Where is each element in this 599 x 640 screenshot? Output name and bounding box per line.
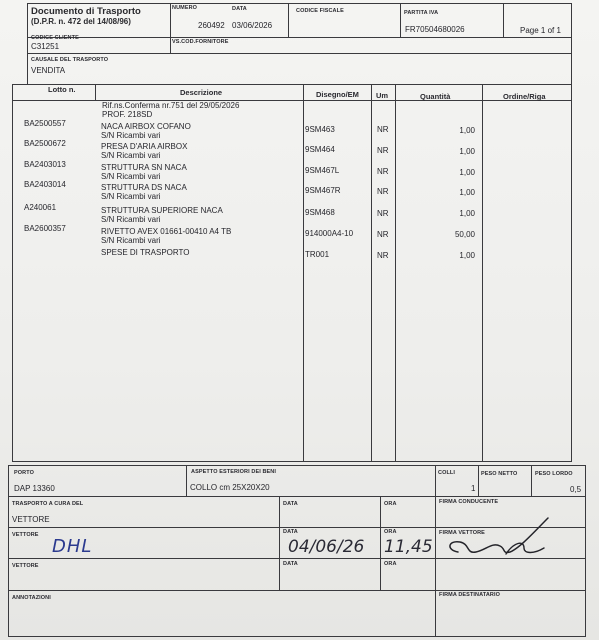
- handwritten-carrier: DHL: [52, 536, 93, 557]
- items-table: [12, 84, 572, 462]
- peso-lordo-label: PESO LORDO: [535, 471, 573, 477]
- page-title: Documento di Trasporto: [31, 6, 141, 17]
- description-cell: RIVETTO AVEX 01661-00410 A4 TB: [101, 227, 232, 236]
- description-sub-cell: S/N Ricambi vari: [101, 192, 161, 201]
- trasporto-label: TRASPORTO A CURA DEL: [12, 501, 84, 507]
- codice-cliente-value: C31251: [31, 42, 60, 51]
- disegno-cell: 9SM468: [305, 208, 335, 217]
- quantity-cell: 1,00: [459, 209, 475, 218]
- description-sub-cell: S/N Ricambi vari: [101, 131, 161, 140]
- causale-value: VENDITA: [31, 66, 66, 75]
- disegno-cell: 9SM463: [305, 125, 335, 134]
- numero-value: 260492: [198, 21, 225, 30]
- um-cell: NR: [377, 209, 389, 218]
- reference-line: PROF. 218SD: [102, 110, 153, 119]
- codice-fiscale-label: CODICE FISCALE: [296, 8, 344, 14]
- col-header-ordine: Ordine/Riga: [503, 92, 546, 101]
- partita-iva-label: PARTITA IVA: [404, 10, 439, 16]
- reference-line: Rif.ns.Conferma nr.751 del 29/05/2026: [102, 101, 240, 110]
- lotto-cell: BA2403013: [24, 160, 66, 169]
- vettore-label: VETTORE: [12, 532, 39, 538]
- handwritten-time: 11,45: [384, 537, 433, 557]
- aspetto-label: ASPETTO ESTERIORI DEI BENI: [191, 469, 277, 475]
- disegno-cell: 9SM467R: [305, 186, 341, 195]
- ora-label-2: ORA: [384, 529, 397, 535]
- um-cell: NR: [377, 251, 389, 260]
- disegno-cell: 9SM467L: [305, 166, 340, 175]
- porto-label: PORTO: [14, 470, 34, 476]
- col-header-quantita: Quantità: [420, 92, 451, 101]
- firma-destinatario-label: FIRMA DESTINATARIO: [439, 592, 500, 598]
- handwritten-date: 04/06/26: [288, 537, 365, 557]
- porto-value: DAP 13360: [14, 484, 55, 493]
- vettore-label-2: VETTORE: [12, 563, 39, 569]
- data-label-3: DATA: [283, 561, 298, 567]
- description-sub-cell: S/N Ricambi vari: [101, 215, 161, 224]
- disegno-cell: TR001: [305, 250, 330, 259]
- page-subtitle: (D.P.R. n. 472 del 14/08/96): [31, 17, 131, 26]
- description-cell: STRUTTURA SN NACA: [101, 163, 187, 172]
- quantity-cell: 1,00: [459, 126, 475, 135]
- colli-value: 1: [471, 484, 476, 493]
- peso-lordo-value: 0,5: [570, 485, 582, 494]
- quantity-cell: 1,00: [459, 147, 475, 156]
- page-number: Page 1 of 1: [520, 26, 561, 35]
- lotto-cell: BA2600357: [24, 224, 66, 233]
- um-cell: NR: [377, 187, 389, 196]
- quantity-cell: 50,00: [454, 230, 475, 239]
- data-label-2: DATA: [283, 529, 298, 535]
- peso-netto-label: PESO NETTO: [481, 471, 518, 477]
- firma-vettore-label: FIRMA VETTORE: [439, 530, 485, 536]
- um-cell: NR: [377, 125, 389, 134]
- col-header-descrizione: Descrizione: [180, 88, 223, 97]
- aspetto-value: COLLO cm 25X20X20: [190, 483, 270, 492]
- firma-conducente-label: FIRMA CONDUCENTE: [439, 499, 499, 505]
- ora-label-1: ORA: [384, 501, 397, 507]
- lotto-cell: A240061: [24, 203, 57, 212]
- um-cell: NR: [377, 230, 389, 239]
- data-label-1: DATA: [283, 501, 298, 507]
- data-value: 03/06/2026: [232, 21, 273, 30]
- um-cell: NR: [377, 146, 389, 155]
- partita-iva-value: FR70504680026: [405, 25, 465, 34]
- ora-label-3: ORA: [384, 561, 397, 567]
- col-header-lotto: Lotto n.: [48, 85, 76, 94]
- description-cell: NACA AIRBOX COFANO: [101, 122, 191, 131]
- description-sub-cell: S/N Ricambi vari: [101, 236, 161, 245]
- um-cell: NR: [377, 167, 389, 176]
- disegno-cell: 914000A4-10: [305, 229, 354, 238]
- carrier-signature: [440, 512, 560, 560]
- description-cell: SPESE DI TRASPORTO: [101, 248, 190, 257]
- description-cell: PRESA D'ARIA AIRBOX: [101, 142, 188, 151]
- quantity-cell: 1,00: [459, 168, 475, 177]
- description-sub-cell: S/N Ricambi vari: [101, 151, 161, 160]
- description-cell: STRUTTURA DS NACA: [101, 183, 187, 192]
- data-label: DATA: [232, 6, 247, 12]
- lotto-cell: BA2403014: [24, 180, 66, 189]
- colli-label: COLLI: [438, 470, 455, 476]
- description-cell: STRUTTURA SUPERIORE NACA: [101, 206, 223, 215]
- quantity-cell: 1,00: [459, 251, 475, 260]
- disegno-cell: 9SM464: [305, 145, 335, 154]
- trasporto-value: VETTORE: [12, 515, 50, 524]
- col-header-um: Um: [376, 91, 389, 100]
- lotto-cell: BA2500557: [24, 119, 66, 128]
- codice-cliente-label: CODICE CLIENTE: [31, 35, 79, 41]
- vs-cod-fornitore-label: VS.COD.FORNITORE: [172, 39, 229, 45]
- causale-label: CAUSALE DEL TRASPORTO: [31, 57, 109, 63]
- col-header-disegno: Disegno/EM: [316, 90, 359, 99]
- numero-label: NUMERO: [172, 5, 198, 11]
- quantity-cell: 1,00: [459, 188, 475, 197]
- description-sub-cell: S/N Ricambi vari: [101, 172, 161, 181]
- lotto-cell: BA2500672: [24, 139, 66, 148]
- annotazioni-label: ANNOTAZIONI: [12, 595, 51, 601]
